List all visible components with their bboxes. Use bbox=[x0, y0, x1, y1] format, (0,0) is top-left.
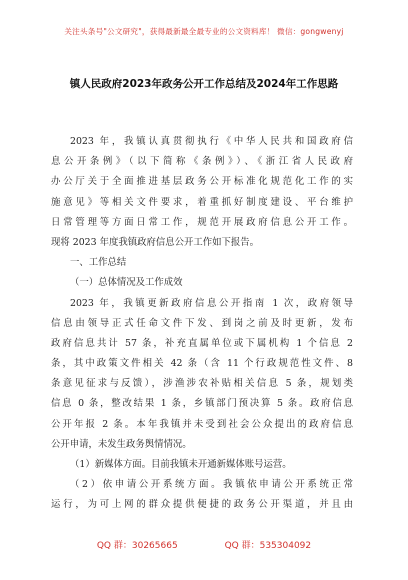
paragraph-line: 现将 2023 年度我镇政府信息公开工作如下报告。 bbox=[51, 236, 259, 248]
paragraph-line: 政府信息共计 57 条，补充直属单位或下属机构 1 个信息 2 bbox=[51, 337, 353, 349]
paragraph-line: 息公开条例》（以下简称《条例》）、《浙江省人民政府 bbox=[51, 156, 353, 168]
document-body bbox=[51, 132, 353, 516]
paragraph-line: （2）依申请公开系统方面。我镇依申请公开系统正常 bbox=[70, 479, 353, 491]
paragraph-line: 运行，为可上网的群众提供便捷的政务公开渠道，并且由 bbox=[51, 499, 353, 511]
paragraph-line: 办公厅关于全面推进基层政务公开标准化规范化工作的实 bbox=[51, 176, 353, 188]
paragraph-line: 信息 0 条，整改结果 1 条，乡镇部门预决算 5 条。政府信息 bbox=[51, 398, 353, 410]
document-title: 镇人民政府2023年政务公开工作总结及2024年工作思路 bbox=[69, 78, 339, 90]
paragraph-line: 信息由领导正式任命文件下发、到岗之前及时更新，发布 bbox=[51, 317, 353, 329]
paragraph-line: 条，其中政策文件相关 42 条（含 11 个行政规范性文件、8 bbox=[51, 358, 353, 370]
list-item: （1）新媒体方面。目前我镇未开通新媒体账号运营。 bbox=[70, 459, 292, 470]
paragraph-line: 2023 年，我镇更新政府信息公开指南 1 次，政府领导 bbox=[70, 297, 353, 309]
header-banner: 关注头条号"公文研究"，获得最新最全最专业的公文资料库！ 微信：gongwenyj bbox=[64, 27, 344, 36]
paragraph-line: 日常管理等方面日常工作，规范开展政府信息公开工作。 bbox=[51, 216, 353, 228]
paragraph-line: 施意见》等相关文件要求，着重抓好制度建设、平台维护 bbox=[51, 196, 353, 208]
paragraph-line: 公开年报 2 条。本年我镇并未受到社会公众提出的政府信息 bbox=[51, 418, 353, 430]
footer-qq-group-2: QQ 群：535304092 bbox=[224, 541, 312, 551]
subsection-heading: （一）总体情况及工作成效 bbox=[70, 277, 183, 289]
footer-contacts bbox=[0, 538, 408, 551]
paragraph-line: 公开申请，未发生政务舆情情况。 bbox=[51, 438, 192, 450]
paragraph-line: 条意见征求与反馈），涉渔涉农补贴相关信息 5 条，规划类 bbox=[51, 378, 353, 390]
section-heading: 一、工作总结 bbox=[70, 257, 127, 269]
footer-qq-group-1: QQ 群：30265665 bbox=[96, 541, 178, 551]
paragraph-line: 2023 年，我镇认真贯彻执行《中华人民共和国政府信 bbox=[70, 136, 353, 147]
